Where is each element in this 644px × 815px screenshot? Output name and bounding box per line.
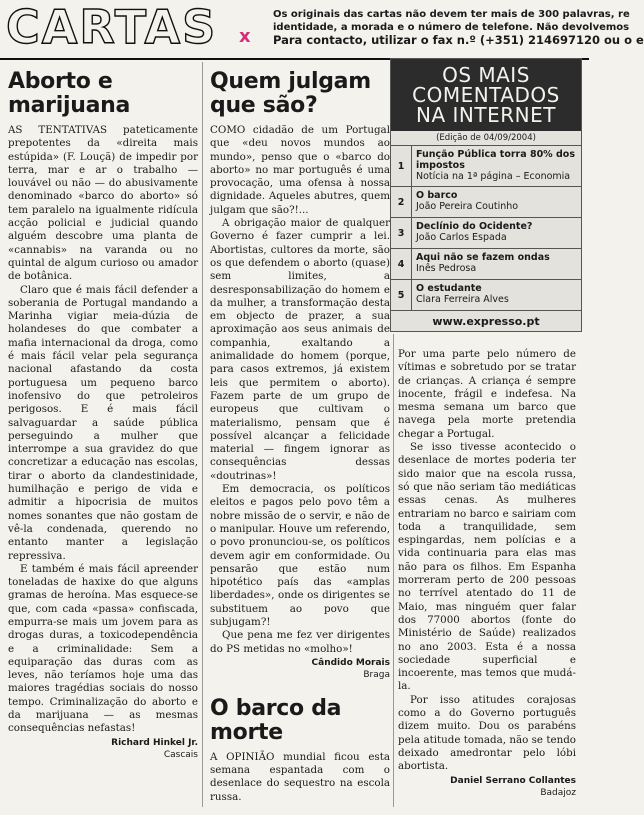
letter-paragraph: Por uma parte pelo número de vítimas e sobretudo por se tratar de crianças. A criança é sempre inocente, frágil e indefesa. Na mesma semana um barco que navega pela morte pretendia chegar a Portugal.: [398, 348, 576, 440]
letter-author: Richard Hinkel Jr.: [111, 737, 198, 748]
letter-paragraph: Em democracia, os políticos eleitos e pagos pelo povo têm a nobre missão de o servir, e não de o manipular. Houve um referendo, o povo pronunciou-se, os políticos devem agir em conformidade. Ou pensarão que estão num hipotético país das «amplas liberdades», onde os dirigentes se substituem ao povo que subjugam?!: [210, 483, 390, 628]
letter-paragraph: AS TENTATIVAS pateticamente prepotentes da «direita mais estúpida» (F. Louçã) de impedir por terra, mar e ar o trabalho — louvável ou não — do abusivamente denominado «barco do aborto» só tem paralelo na igualmente ridícula acção policial e judicial quando alguém descobre uma planta de «cannabis» na varanda ou no quintal de algum curioso ou amador de botânica.: [8, 124, 199, 283]
column-divider-1: [202, 62, 203, 807]
letter-title: Quem julgam que são?: [210, 69, 371, 118]
letter-paragraph: COMO cidadão de um Portugal que «deu novos mundos ao mundo», penso que o «barco do aborto» no mar português é uma provocação, uma ofensa à nossa dignidade. Aqueles abutres, quem julgam que são?!...: [210, 124, 390, 216]
ranking-item[interactable]: 5 O estudante Clara Ferreira Alves: [391, 280, 581, 311]
letter-author: Cândido Morais: [311, 657, 390, 668]
submission-line-2: identidade, a morada e o número de telefone. Não devolvemos: [273, 22, 630, 33]
letter-paragraph: Claro que é mais fácil defender a soberania de Portugal mandando a Marinha vigiar meia-dúzia de holandeses do que combater a mafia internacional da droga, como é mais fácil velar pela segurança nacional afastando da costa portuguesa um pequeno barco inofensivo do que petroleiros perigosos. E é mais fácil salvaguardar a saúde pública perseguindo a mulher que interrompe a sua gravidez do que concretizar a educação nas escolas, tirar o aborto da clandestinidade, humilhação e perigo de vida e admitir a hipocrisia de muitos nomes sonantes que não gostam de vê-la condenada, querendo no entanto manter a legislação repressiva.: [8, 283, 198, 562]
column-divider-2: [393, 334, 394, 807]
letter-location: Cascais: [163, 749, 198, 760]
letter-title: Aborto e marijuana: [8, 69, 131, 118]
letter-quem-julgam: [210, 66, 390, 804]
ranking-item[interactable]: 1 Função Pública torra 80% dos impostos Notícia na 1ª página – Economia: [391, 146, 581, 187]
ranking-item[interactable]: 2 O barco João Pereira Coutinho: [391, 187, 581, 218]
letter-location: Braga: [363, 669, 390, 680]
letter-paragraph: E também é mais fácil apreender toneladas de haxixe do que alguns gramas de heroína. Mas esquece-se que, com cada «passa» confiscada, empurra-se mais um jovem para as drogas duras, a toxicodependência e a criminalidade: Sem a equiparação das duras com as leves, não teríamos hoje uma das maiores tragédias sociais do nosso tempo. Criminalização do aborto e da marijuana — as mesmas consequências nefastas!: [8, 562, 198, 735]
letter-title: O barco da morte: [210, 695, 342, 745]
ranking-item[interactable]: 4 Aqui não se fazem ondas Inês Pedrosa: [391, 249, 581, 280]
ranking-item[interactable]: 3 Declínio do Ocidente? João Carlos Espada: [391, 218, 581, 249]
website-link[interactable]: www.expresso.pt: [432, 315, 540, 328]
lead-in: AS TENTATIVAS: [8, 124, 108, 136]
letter-paragraph: A OPINIÃO mundial ficou esta semana espantada com o desenlace do sequestro na escola russa.: [210, 750, 390, 803]
letter-aborto-marijuana: [8, 66, 198, 761]
section-title: CARTAS: [6, 0, 218, 54]
letter-paragraph: A obrigação maior de qualquer Governo é fazer cumprir a lei. Abortistas, cultores da morte, são os que defendem o aborto (quase) sem limites, a desresponsabilização do homem e da mulher, a transformação desta em objecto de prazer, a sua aproximação aos seus animais de companhia, exaltando a animalidade do homem (porque, para casos extremos, já existem leis que permitem o aborto). Fazem parte de um grupo de europeus que cultivam o materialismo, pensam que é possível alcançar a felicidade material — fingem ignorar as consequências dessas «doutrinas»!: [210, 217, 390, 482]
letter-barco-morte-continued: [398, 348, 576, 799]
lead-in: COMO: [210, 124, 246, 136]
letter-location: Badajoz: [540, 787, 576, 798]
letter-author: Daniel Serrano Collantes: [450, 775, 576, 786]
box-edition: (Edição de 04/09/2004): [391, 131, 581, 146]
lead-in: A OPINIÃO: [210, 750, 275, 763]
letter-paragraph: Por isso atitudes corajosas como a do Governo português dizem muito. Dou os parabéns pela atitude tomada, não se tendo deixado amedrontar pelo lóbi abortista.: [398, 693, 576, 773]
section-mark: x: [239, 26, 251, 47]
submission-line-1: Os originais das cartas não devem ter mais de 300 palavras, re: [273, 9, 630, 20]
box-title: OS MAIS COMENTADOS NA INTERNET: [391, 59, 581, 131]
submission-info: [273, 8, 644, 47]
letter-paragraph: Se isso tivesse acontecido o desenlace de mortes poderia ter sido maior que na escola russa, só que não seriam tão mediáticas essas cenas. As mulheres entrariam no barco e sairiam com toda a tranquilidade, sem espingardas, nem polícias e a vida continuaria para elas mas não para os filhos. Em Espanha morreram perto de 200 pessoas no terrível atentado do 11 de Maio, mas ninguém quer falar dos 77000 abortos (fonte do Ministério de Saúde) realizados no ano 2003. Esta é a nossa sociedade superficial e incoerente, mas temos que mudá-la.: [398, 441, 576, 693]
letter-paragraph: Que pena me fez ver dirigentes do PS metidas no «molho»!: [210, 629, 390, 655]
submission-line-3: Para contacto, utilizar o fax n.º (+351) 214697120 ou o e: [273, 33, 644, 47]
most-commented-box: [390, 58, 582, 332]
masthead: [0, 0, 644, 58]
